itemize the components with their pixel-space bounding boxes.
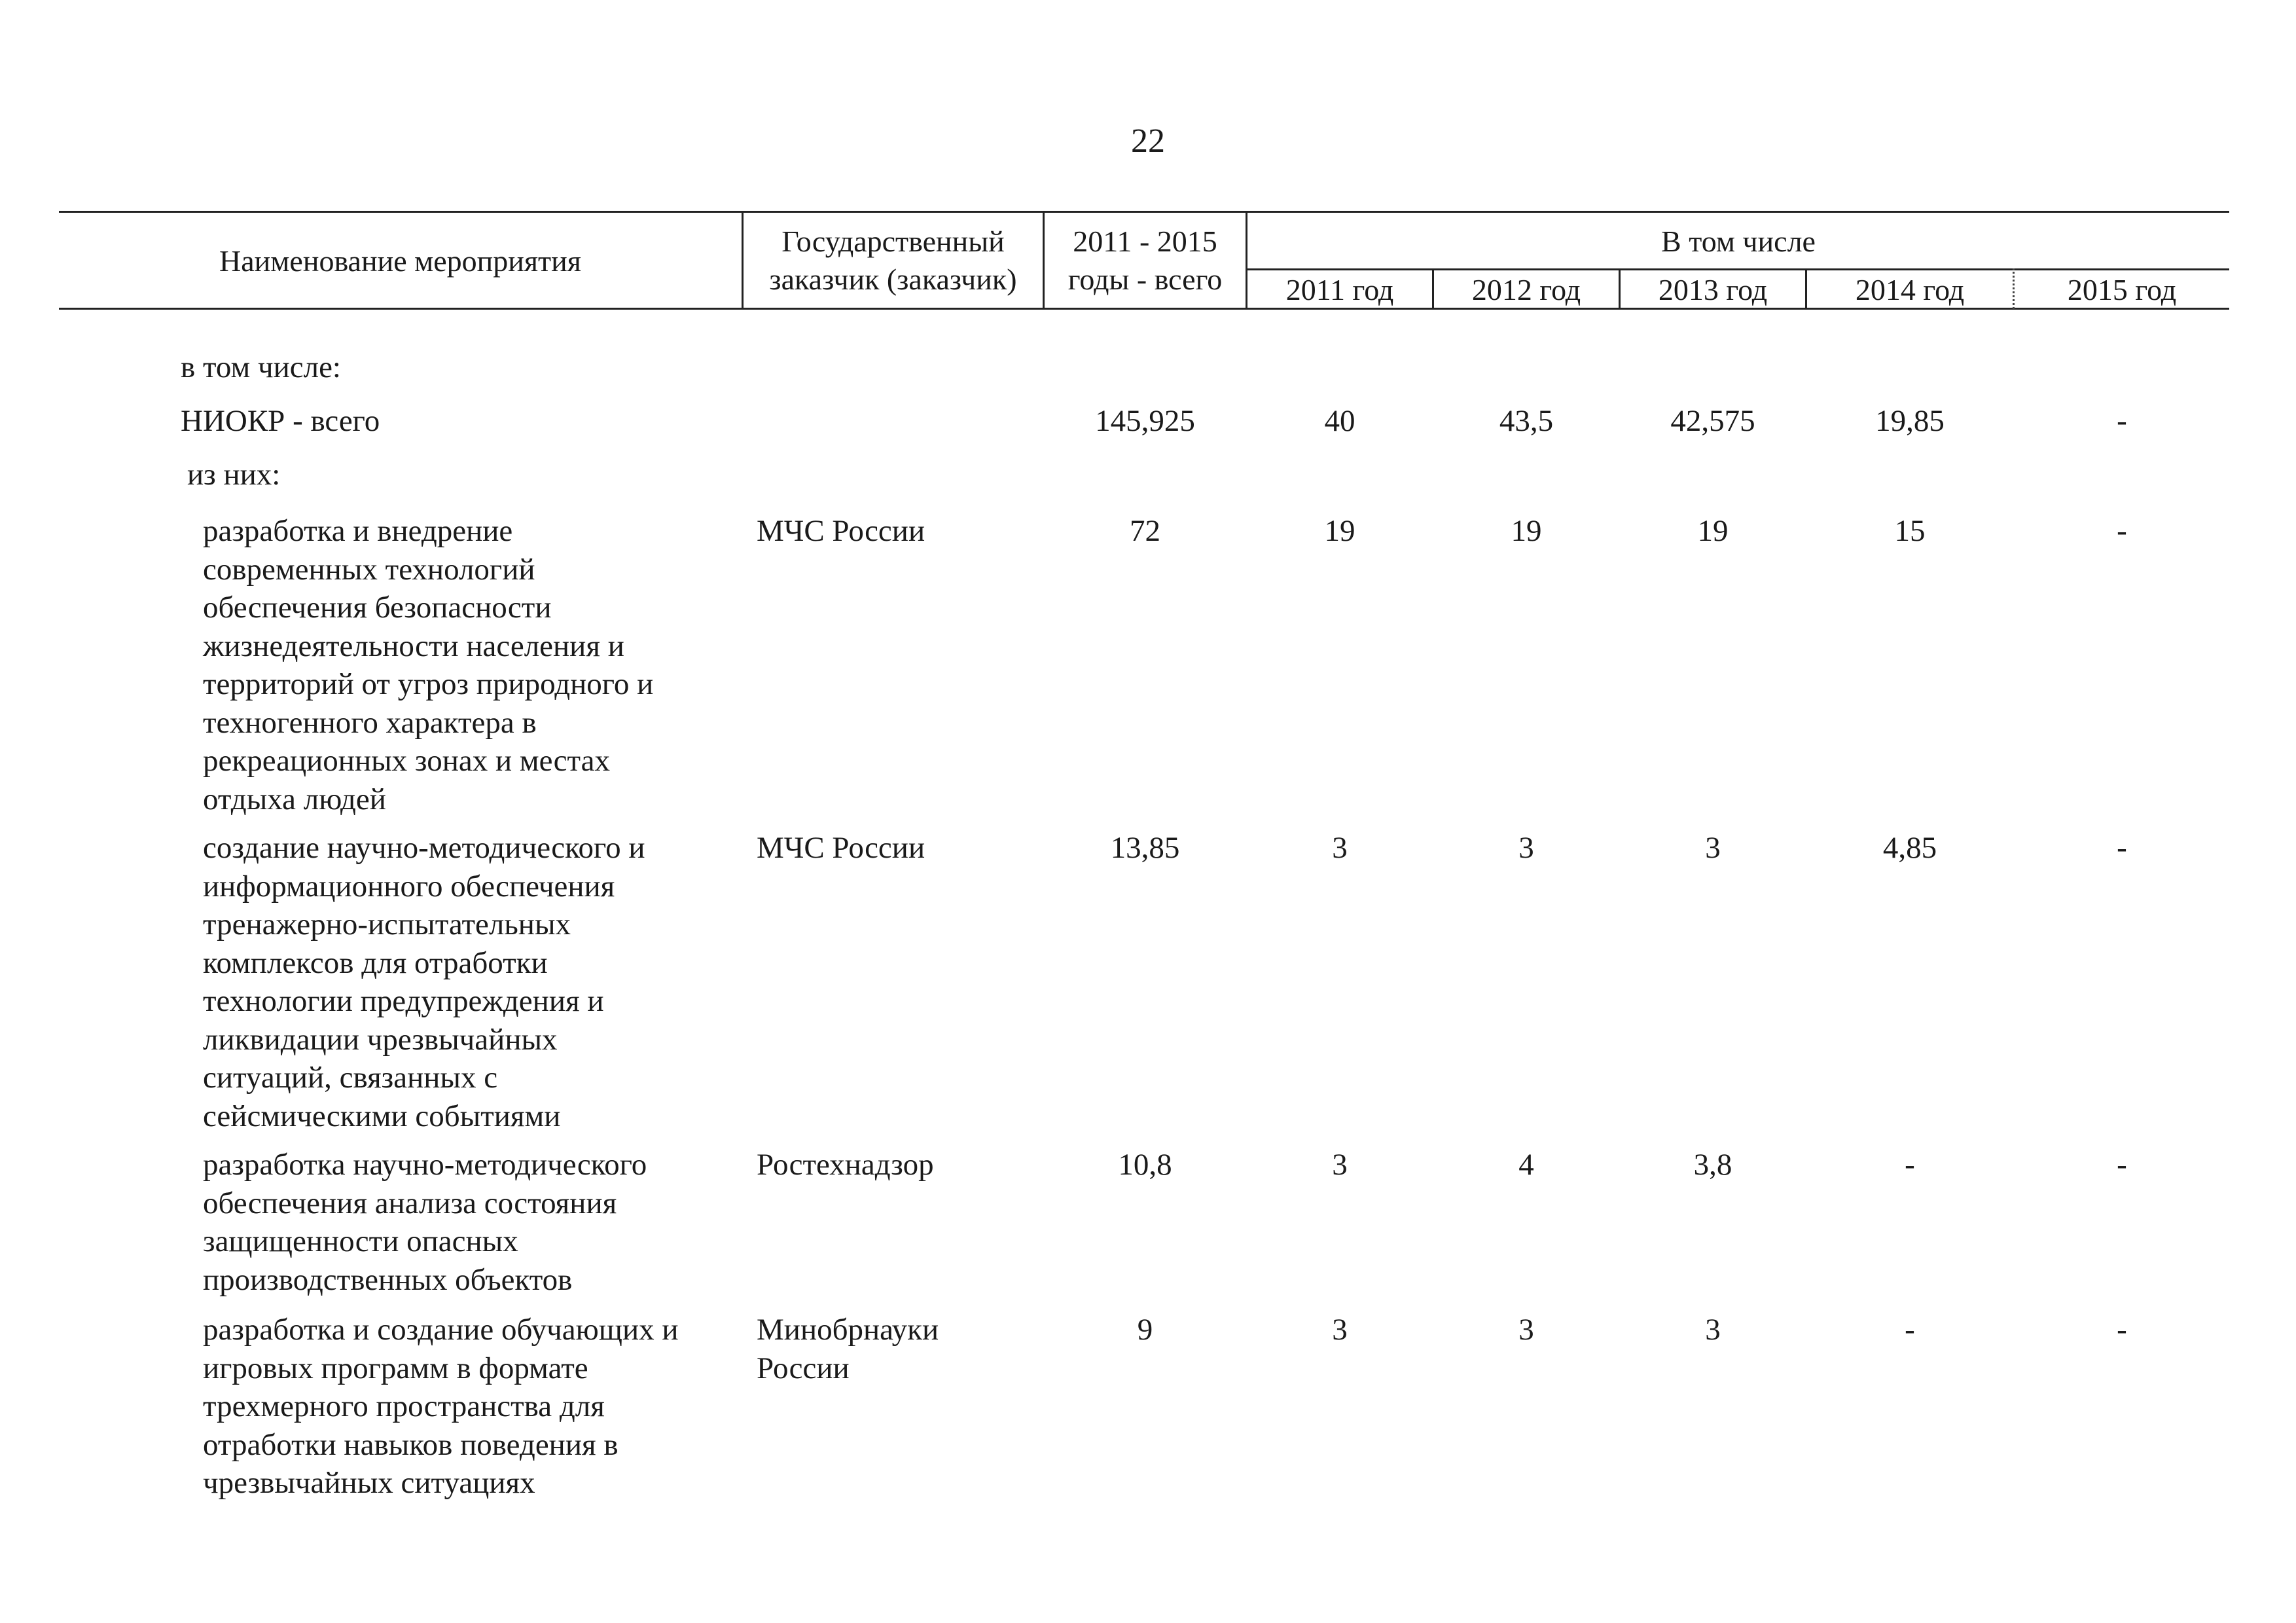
item-2-text-line: информационного обеспечения — [203, 869, 615, 903]
item-2-2015: - — [2117, 831, 2127, 865]
item-3-total: 10,8 — [1118, 1148, 1172, 1182]
niokr-2015: - — [2117, 404, 2127, 438]
niokr-2014: 19,85 — [1875, 404, 1945, 438]
niokr-total: 145,925 — [1095, 404, 1195, 438]
including-label: в том числе: — [181, 350, 341, 384]
item-1-total: 72 — [1130, 514, 1160, 548]
item-4-text-line: отработки навыков поведения в — [203, 1427, 619, 1462]
of-them-label: из них: — [187, 458, 281, 492]
item-2-text-line: тренажерно-испытательных — [203, 907, 571, 941]
item-3-text-line: производственных объектов — [203, 1262, 573, 1297]
niokr-2011: 40 — [1324, 404, 1355, 438]
header-year-2013: 2013 год — [1658, 273, 1768, 306]
header-year-2011: 2011 год — [1285, 273, 1394, 306]
item-1-text-line: жизнедеятельности населения и — [203, 629, 624, 663]
item-4-text-line: игровых программ в формате — [203, 1351, 588, 1385]
item-1-text-line: территорий от угроз природного и — [203, 667, 654, 701]
item-1-2015: - — [2117, 514, 2127, 548]
niokr-label: НИОКР - всего — [181, 404, 380, 438]
item-1-text-line: отдыха людей — [203, 782, 386, 816]
header-col-total-line2: годы - всего — [1067, 263, 1223, 296]
item-3-2013: 3,8 — [1693, 1148, 1732, 1182]
item-1-text-line: обеспечения безопасности — [203, 591, 552, 625]
item-3-2015: - — [2117, 1148, 2127, 1182]
header-col-total-line1: 2011 - 2015 — [1073, 225, 1217, 258]
header-col-name: Наименование мероприятия — [219, 244, 581, 278]
item-3-2012: 4 — [1518, 1148, 1534, 1182]
item-4-text-line: чрезвычайных ситуациях — [203, 1466, 535, 1500]
item-4-text-line: трехмерного пространства для — [203, 1389, 605, 1423]
item-3-text-line: обеспечения анализа состояния — [203, 1186, 617, 1220]
item-4-2014: - — [1905, 1313, 1915, 1347]
item-1-text-line: разработка и внедрение — [203, 514, 513, 548]
item-3-2014: - — [1905, 1148, 1915, 1182]
table-top-rule — [59, 211, 2229, 213]
item-2-text-line: комплексов для отработки — [203, 945, 548, 980]
item-2-text-line: создание научно-методического и — [203, 831, 645, 865]
item-4-text-line: разработка и создание обучающих и — [203, 1313, 679, 1347]
item-1-2012: 19 — [1511, 514, 1542, 548]
item-2-text-line: ситуаций, связанных с — [203, 1061, 498, 1095]
item-2-2012: 3 — [1518, 831, 1534, 865]
item-1-2013: 19 — [1697, 514, 1729, 548]
item-3-customer: Ростехнадзор — [757, 1148, 934, 1182]
item-2-text-line: технологии предупреждения и — [203, 984, 604, 1018]
item-4-2013: 3 — [1705, 1313, 1721, 1347]
item-2-2014: 4,85 — [1882, 831, 1937, 865]
item-1-text-line: рекреационных зонах и местах — [203, 744, 610, 778]
item-2-customer: МЧС России — [757, 831, 925, 865]
item-4-customer-line: России — [757, 1351, 850, 1385]
item-1-text-line: техногенного характера в — [203, 705, 537, 740]
item-4-total: 9 — [1137, 1313, 1153, 1347]
item-2-text-line: ликвидации чрезвычайных — [203, 1022, 558, 1057]
item-1-2014: 15 — [1894, 514, 1926, 548]
item-4-2015: - — [2117, 1313, 2127, 1347]
item-3-text-line: разработка научно-методического — [203, 1148, 647, 1182]
item-2-text-line: сейсмическими событиями — [203, 1099, 561, 1133]
item-3-2011: 3 — [1332, 1148, 1348, 1182]
item-3-text-line: защищенности опасных — [203, 1224, 518, 1258]
header-col-customer-line2: заказчик (заказчик) — [769, 263, 1017, 296]
item-2-2011: 3 — [1332, 831, 1348, 865]
item-1-text-line: современных технологий — [203, 552, 535, 587]
item-2-total: 13,85 — [1110, 831, 1180, 865]
header-col-including: В том числе — [1661, 225, 1816, 258]
header-year-2015: 2015 год — [2067, 273, 2177, 306]
niokr-2013: 42,575 — [1670, 404, 1755, 438]
item-4-customer-line: Минобрнауки — [757, 1313, 939, 1347]
item-4-2011: 3 — [1332, 1313, 1348, 1347]
item-4-2012: 3 — [1518, 1313, 1534, 1347]
years-subheader-rule — [1246, 268, 2229, 270]
header-col-customer-line1: Государственный — [781, 225, 1005, 258]
header-year-2014: 2014 год — [1855, 273, 1965, 306]
niokr-2012: 43,5 — [1499, 404, 1554, 438]
page-number: 22 — [1131, 122, 1165, 160]
item-2-2013: 3 — [1705, 831, 1721, 865]
item-1-customer: МЧС России — [757, 514, 925, 548]
header-year-2012: 2012 год — [1471, 273, 1581, 306]
item-1-2011: 19 — [1324, 514, 1355, 548]
